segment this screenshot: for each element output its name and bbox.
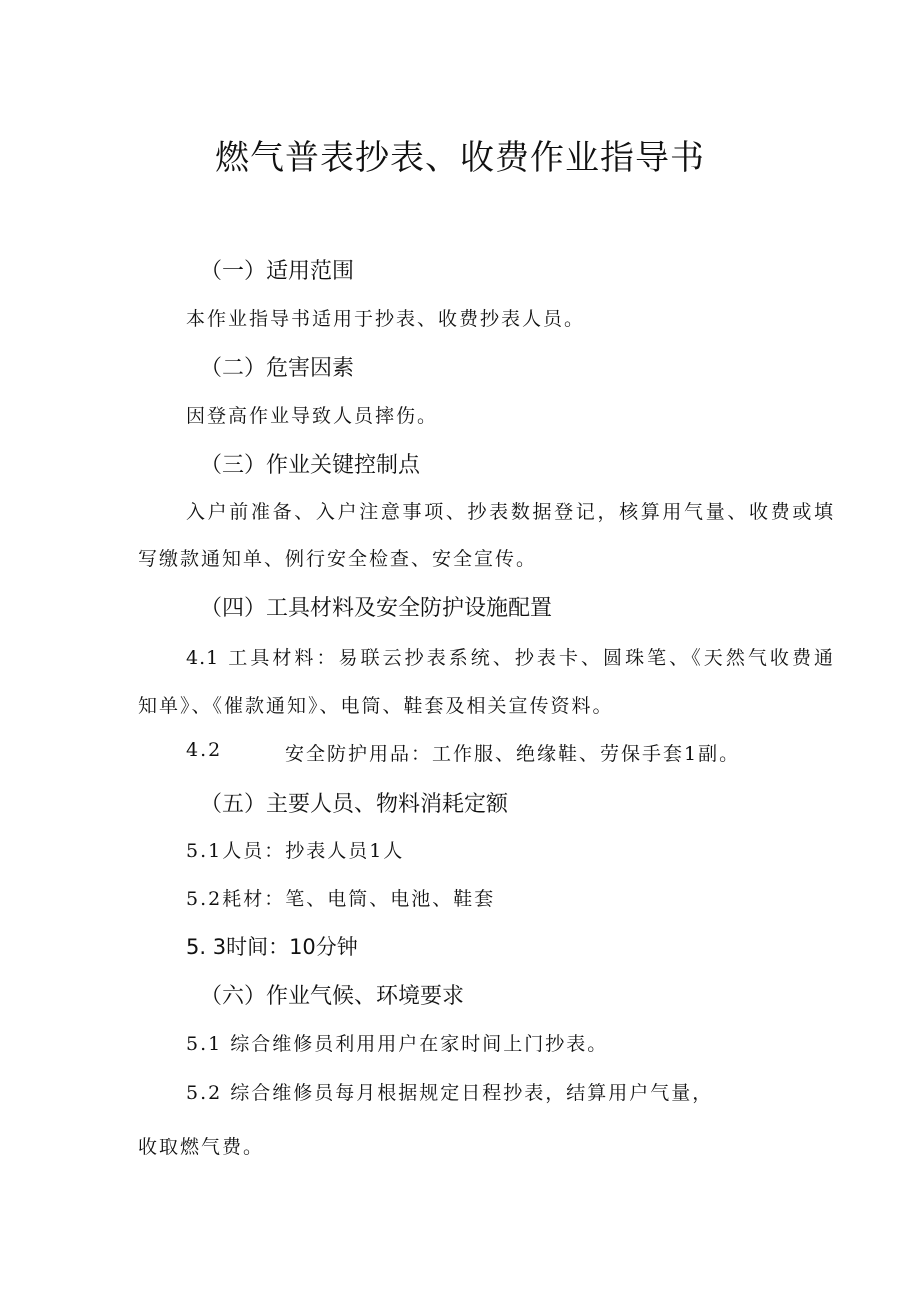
section-2-text: 因登高作业导致人员摔伤。 — [186, 405, 439, 427]
section-3-text-line-1: 入户前准备、入户注意事项、抄表数据登记，核算用气量、收费或填 — [186, 501, 834, 523]
section-3-heading: （三）作业关键控制点 — [200, 453, 421, 478]
section-2-heading: （二）危害因素 — [200, 356, 355, 381]
section-6-heading: （六）作业气候、环境要求 — [200, 984, 465, 1009]
section-4-heading: （四）工具材料及安全防护设施配置 — [200, 596, 553, 621]
section-5-item-2: 5.2耗材：笔、电筒、电池、鞋套 — [186, 888, 496, 910]
section-5-item-1: 5.1人员：抄表人员1人 — [186, 840, 405, 862]
section-6-item-1: 5.1 综合维修员利用用户在家时间上门抄表。 — [186, 1033, 609, 1055]
document-title: 燃气普表抄表、收费作业指导书 — [215, 138, 705, 178]
section-3-text-line-2: 写缴款通知单、例行安全检查、安全宣传。 — [138, 548, 538, 570]
section-1-text: 本作业指导书适用于抄表、收费抄表人员。 — [186, 308, 586, 330]
section-4-item-1-line-2: 知单》、《催款通知》、电筒、鞋套及相关宣传资料。 — [138, 695, 614, 717]
section-6-item-2-line-1: 5.2 综合维修员每月根据规定日程抄表，结算用户气量， — [186, 1082, 714, 1104]
section-4-item-1-line-1: 4.1 工具材料：易联云抄表系统、抄表卡、圆珠笔、《天然气收费通 — [186, 647, 834, 669]
section-5-heading: （五）主要人员、物料消耗定额 — [200, 792, 509, 817]
section-6-item-2-line-2: 收取燃气费。 — [138, 1136, 265, 1158]
section-4-item-2-text: 安全防护用品：工作服、绝缘鞋、劳保手套1副。 — [285, 743, 741, 765]
section-1-heading: （一）适用范围 — [200, 259, 355, 284]
section-5-item-3: 5. 3时间：10分钟 — [186, 935, 358, 959]
section-4-item-2-number: 4.2 — [186, 739, 223, 761]
